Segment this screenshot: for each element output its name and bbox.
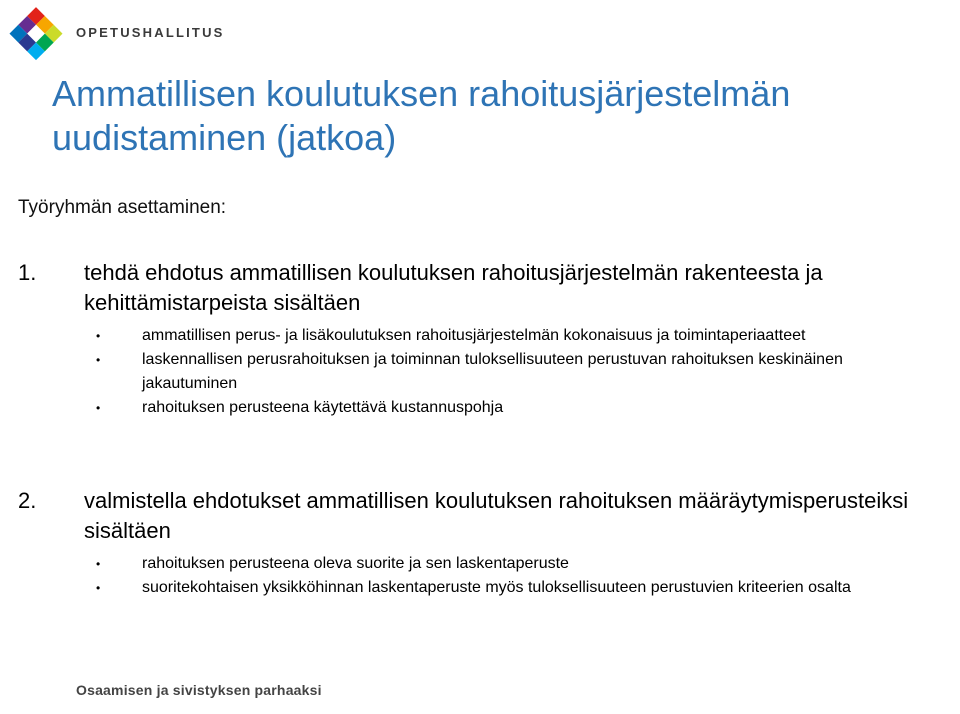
page-title: Ammatillisen koulutuksen rahoitusjärjestelmän uudistaminen (jatkoa) — [52, 73, 791, 158]
bullet-text: rahoituksen perusteena käytettävä kustannuspohja — [142, 399, 504, 416]
bullet-icon: • — [96, 401, 101, 415]
item-text: tehdä ehdotus ammatillisen koulutuksen rahoitusjärjestelmän rakenteesta ja kehittämistarpeista sisältäen — [84, 260, 823, 315]
bullet-icon: • — [96, 353, 101, 367]
bullet-list — [84, 324, 938, 420]
opetushallitus-logo-icon — [8, 6, 64, 62]
bullet-text: ammatillisen perus- ja lisäkoulutuksen rahoitusjärjestelmän kokonaisuus ja toimintaperiaatteet — [142, 327, 806, 344]
bullet-icon: • — [96, 329, 101, 343]
list-item — [84, 576, 862, 600]
list-item — [84, 396, 862, 420]
numbered-item-2 — [18, 486, 938, 600]
logo-text: OPETUSHALLITUS — [76, 25, 225, 40]
list-item — [84, 552, 862, 576]
bullet-icon: • — [96, 557, 101, 571]
bullet-list — [84, 552, 938, 600]
list-item — [84, 324, 862, 348]
bullet-icon: • — [96, 581, 101, 595]
subtitle: Työryhmän asettaminen: — [18, 197, 227, 218]
bullet-text: rahoituksen perusteena oleva suorite ja sen laskentaperuste — [142, 555, 569, 572]
bullet-text: laskennallisen perusrahoituksen ja toiminnan tuloksellisuuteen perustuvan rahoituksen keskinäinen jakautuminen — [142, 351, 843, 392]
numbered-item-1 — [18, 258, 938, 420]
item-text: valmistella ehdotukset ammatillisen koulutuksen rahoituksen määräytymisperusteiksi sisältäen — [84, 488, 909, 543]
item-number: 1. — [18, 260, 37, 285]
bullet-text: suoritekohtaisen yksikköhinnan laskentaperuste myös tuloksellisuuteen perustuvien kriteerien osalta — [142, 579, 851, 596]
item-number: 2. — [18, 488, 37, 513]
footer-slogan: Osaamisen ja sivistyksen parhaaksi — [76, 682, 322, 698]
list-item — [84, 348, 862, 396]
